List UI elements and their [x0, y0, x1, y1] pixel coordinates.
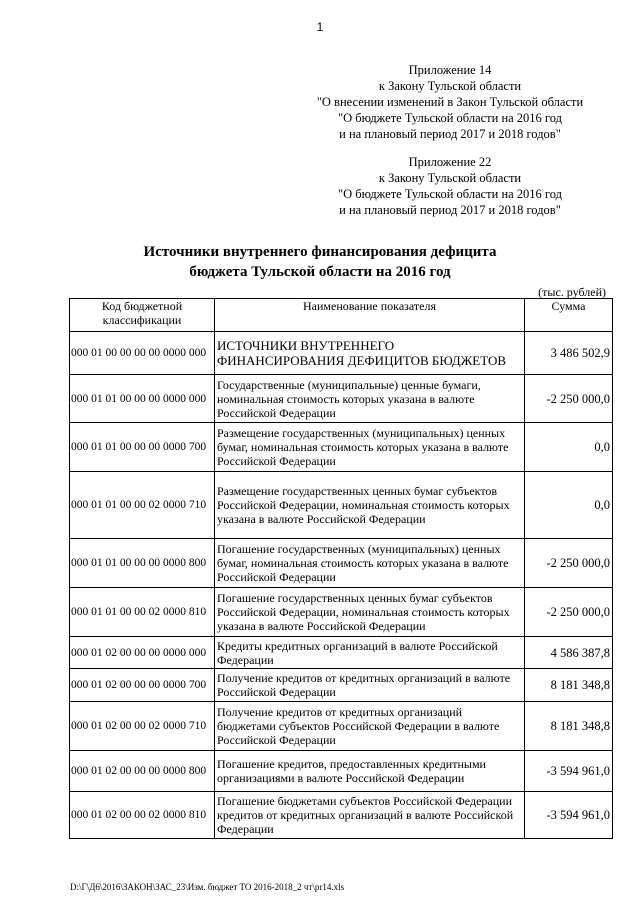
table-row [70, 751, 613, 792]
row-sum: 8 181 348,8 [525, 669, 613, 702]
appendix-line: и на плановый период 2017 и 2018 годов" [339, 203, 561, 217]
row-name: Кредиты кредитных организаций в валюте Российской Федерации [215, 637, 525, 669]
appendix-line: и на плановый период 2017 и 2018 годов" [339, 127, 561, 141]
table-row [70, 792, 613, 839]
units-label: (тыс. рублей) [538, 285, 606, 299]
table-row [70, 702, 613, 751]
row-sum: 0,0 [525, 423, 613, 472]
row-sum: -2 250 000,0 [525, 539, 613, 588]
table-row [70, 637, 613, 669]
row-code: 000 01 01 00 00 00 0000 700 [70, 423, 215, 472]
appendix-line: Приложение 14 [408, 63, 492, 77]
row-sum: -2 250 000,0 [525, 375, 613, 423]
appendix-line: "О бюджете Тульской области на 2016 год [338, 111, 562, 125]
table-row [70, 472, 613, 539]
row-code: 000 01 02 00 00 00 0000 800 [70, 751, 215, 792]
appendix-14-header [290, 62, 610, 142]
row-sum: -3 594 961,0 [525, 792, 613, 839]
appendix-line: к Закону Тульской области [378, 79, 522, 93]
row-name: Погашение бюджетами субъектов Российской Федерации кредитов от кредитных организаций в валюте Российской Федерации [215, 792, 525, 839]
row-code: 000 01 01 00 00 00 0000 000 [70, 375, 215, 423]
row-sum: -2 250 000,0 [525, 588, 613, 637]
table-row [70, 539, 613, 588]
page-number: 1 [316, 20, 324, 34]
row-code: 000 01 02 00 00 02 0000 710 [70, 702, 215, 751]
header-name: Наименование показателя [215, 299, 525, 332]
row-name: Размещение государственных ценных бумаг субъектов Российской Федерации, номинальная стоимость которых указана в валюте Российской Федерации [215, 472, 525, 539]
row-name: Погашение государственных ценных бумаг субъектов Российской Федерации, номинальная стоимость которых указана в валюте Российской Федерации [215, 588, 525, 637]
title-line-1: Источники внутреннего финансирования дефицита [143, 244, 497, 260]
appendix-22-header [290, 154, 610, 218]
row-name: Получение кредитов от кредитных организаций в валюте Российской Федерации [215, 669, 525, 702]
row-code: 000 01 02 00 00 00 0000 700 [70, 669, 215, 702]
appendix-line: "О внесении изменений в Закон Тульской области [316, 95, 584, 109]
row-sum: -3 594 961,0 [525, 751, 613, 792]
row-code: 000 01 01 00 00 02 0000 710 [70, 472, 215, 539]
row-sum: 0,0 [525, 472, 613, 539]
row-code: 000 01 02 00 00 02 0000 810 [70, 792, 215, 839]
row-code: 000 01 00 00 00 00 0000 000 [70, 332, 215, 375]
header-code: Код бюджетной классификации [70, 299, 215, 332]
appendix-line: "О бюджете Тульской области на 2016 год [338, 187, 562, 201]
row-name: Размещение государственных (муниципальных) ценных бумаг, номинальная стоимость которых указана в валюте Российской Федерации [215, 423, 525, 472]
row-code: 000 01 02 00 00 00 0000 000 [70, 637, 215, 669]
table-header-row [70, 299, 613, 332]
row-name: ИСТОЧНИКИ ВНУТРЕННЕГО ФИНАНСИРОВАНИЯ ДЕФИЦИТОВ БЮДЖЕТОВ [215, 332, 525, 375]
table-row [70, 588, 613, 637]
table-row [70, 423, 613, 472]
appendix-line: к Закону Тульской области [378, 171, 522, 185]
table-row [70, 332, 613, 375]
row-code: 000 01 01 00 00 02 0000 810 [70, 588, 215, 637]
row-name: Погашение государственных (муниципальных) ценных бумаг, номинальная стоимость которых указана в валюте Российской Федерации [215, 539, 525, 588]
row-name: Получение кредитов от кредитных организаций бюджетами субъектов Российской Федерации в валюте Российской Федерации [215, 702, 525, 751]
appendix-line: Приложение 22 [408, 155, 492, 169]
title-line-2: бюджета Тульской области на 2016 год [189, 264, 451, 280]
financing-sources-table [69, 298, 613, 839]
document-title [0, 242, 640, 282]
row-name: Государственные (муниципальные) ценные бумаги, номинальная стоимость которых указана в валюте Российской Федерации [215, 375, 525, 423]
file-path-footer: D:\Г\Д6\2016\ЗАКОН\ЗАС_23\Изм. бюджет ТО 2016-2018_2 чт\pr14.xls [70, 882, 345, 892]
row-name: Погашение кредитов, предоставленных кредитными организациями в валюте Российской Федерации [215, 751, 525, 792]
row-sum: 3 486 502,9 [525, 332, 613, 375]
row-sum: 8 181 348,8 [525, 702, 613, 751]
row-sum: 4 586 387,8 [525, 637, 613, 669]
row-code: 000 01 01 00 00 00 0000 800 [70, 539, 215, 588]
table-row [70, 375, 613, 423]
header-sum: Сумма [525, 299, 613, 332]
table-row [70, 669, 613, 702]
